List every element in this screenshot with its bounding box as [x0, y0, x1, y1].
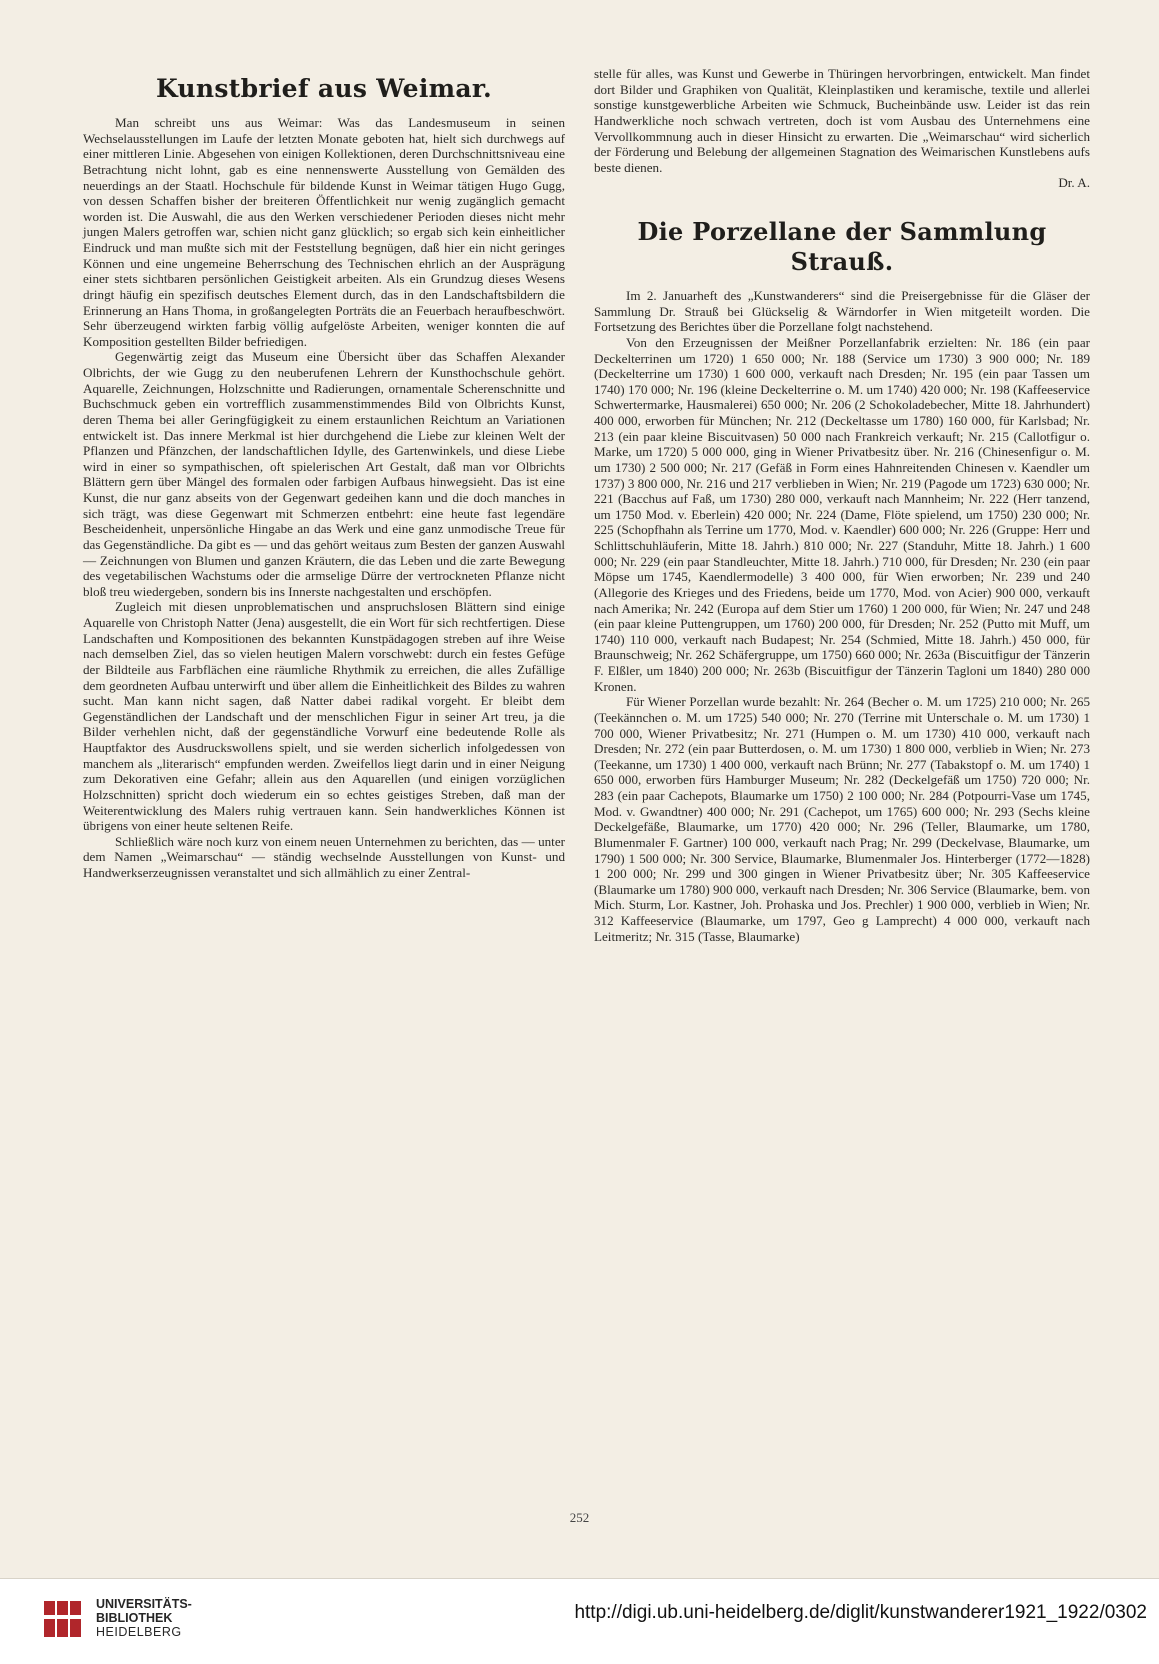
footer-bar	[0, 1578, 1159, 1664]
page-number: 252	[569, 1510, 590, 1525]
paragraph-continuation: stelle für alles, was Kunst und Gewerbe in Thüringen hervorbringen, entwickelt. Man findet dort Bilder und Graphiken von Qualität, Kleinplastiken und keramische, textile und allerlei sonstige kunstgewerbliche Arbeiten wie Schmuck, Bucheinbände usw. Leider ist das rein Handwerkliche noch schwach vertreten, doch ist vom Ausbau des Unternehmens eine Vervollkommnung auch in dieser Hinsicht zu erwarten. Die „Weimarschau“ wird sicherlich der Förderung und Belebung der allgemeinen Stagnation des Weimarischen Kunstlebens aufs beste dienen.	[594, 66, 1090, 175]
library-name	[96, 1597, 192, 1639]
author-signature: Dr. A.	[1058, 175, 1090, 191]
article-title-weimar: Kunstbrief aus Weimar.	[155, 74, 493, 103]
library-line: UNIVERSITÄTS-	[96, 1597, 192, 1611]
article-title-porzellane: Die Porzellane der Sammlung Strauß.	[637, 217, 1047, 276]
paragraph: Man schreibt uns aus Weimar: Was das Landesmuseum in seinen Wechselausstellungen im Laufe der letzten Monate geboten hat, hielt sich durchwegs auf einer mittleren Linie. Abgesehen von einigen Kollektionen, deren Durchschnittsniveau eine Betrachtung nicht lohnt, gab es eine nennenswerte Ausstellung von Gemälden des neuerdings an der Staatl. Hochschule für bildende Kunst in Weimar tätigen Hugo Gugg, von dessen Schaffen bisher der breiteren Öffentlichkeit nur wenig zugänglich gemacht worden ist. Die Auswahl, die aus den Werken verschiedener Perioden dieses nicht mehr jungen Malers getroffen war, schien nicht ganz glücklich; so ergab sich kein einheitlicher Eindruck und man mußte sich mit der Feststellung begnügen, daß hier ein nicht geringes Können und eine ungemeine Beherrschung des Technischen ehrlich an der Ausprägung einer stets sichtbaren persönlichen Geistigkeit arbeiten. Als ein Grundzug dieses Wesens dringt häufig ein spezifisch deutsches Element durch, das in den Landschaftsbildern die Erinnerung an Hans Thoma, in großangelegten Porträts die an Feuerbach heraufbeschwört. Sehr überzeugend wirkten farbig völlig aufgelöste Arbeiten, weniger konnten die auf Komposition gestellten Bilder befriedigen.	[83, 115, 565, 349]
paragraph: Von den Erzeugnissen der Meißner Porzellanfabrik erzielten: Nr. 186 (ein paar Deckelterrinen um 1720) 1 650 000; Nr. 188 (Service um 1730) 3 900 000; Nr. 189 (Deckelterrine um 1730) 1 600 000, verkauft nach Dresden; Nr. 195 (ein paar Tassen um 1740) 170 000; Nr. 196 (kleine Deckelterrine o. M. um 1740) 420 000; Nr. 198 (Kaffeeservice Schwertermarke, Hausmalerei) 650 000; Nr. 206 (2 Schokoladebecher, Mitte 18. Jahrhundert) 400 000, erworben für München; Nr. 212 (Deckeltasse um 1780) 160 000, für Karlsbad; Nr. 213 (ein paar kleine Biscuitvasen) 50 000 nach Frankreich verkauft; Nr. 215 (Callotfigur o. Marke, um 1720) 5 000 000, ging in Wiener Privatbesitz über. Nr. 216 (Chinesenfigur o. M. um 1730) 2 500 000; Nr. 217 (Gefäß in Form eines Hahnreitenden Chinesen v. Kaendler um 1737) 3 800 000, Nr. 216 und 217 verblieben in Wien; Nr. 219 (Pagode um 1723) 630 000; Nr. 221 (Bacchus auf Faß, um 1730) 280 000, verkauft nach Mannheim; Nr. 222 (Herr tanzend, um 1750 Mod. v. Eberlein) 420 000; Nr. 224 (Dame, Flöte spielend, um 1750) 230 000; Nr. 225 (Schopfhahn als Terrine um 1770, Mod. v. Kaendler) 600 000; Nr. 226 (Gruppe: Herr und Schlittschuhläuferin, Mitte 18. Jahrh.) 810 000; Nr. 227 (Standuhr, Mitte 18. Jahrh.) 1 600 000; Nr. 229 (ein paar Standleuchter, Mitte 18. Jahrh.) 710 000, für Dresden; Nr. 230 (ein paar Möpse um 1745, Kaendlermodelle) 3 400 000, für Wien erworben; Nr. 239 und 240 (Allegorie des Krieges und des Friedens, beide um 1770, Mod. von Acier) 900 000, verkauft nach Amerika; Nr. 242 (Europa auf dem Stier um 1760) 1 200 000, für Wien; Nr. 247 und 248 (ein paar kleine Puttengruppen, um 1760) 200 000, für Dresden; Nr. 252 (Putto mit Muff, um 1740) 110 000, verkauft nach Budapest; Nr. 254 (Schmied, Mitte 18. Jahrh.) 450 000, für Braunschweig; Nr. 262 Schäfergruppe, um 1750) 660 000; Nr. 263a (Biscuitfigur der Tänzerin F. Elßler, um 1840) 200 000; Nr. 263b (Biscuitfigur der Tänzerin Tagloni um 1840) 280 000 Kronen.	[594, 334, 1091, 694]
paragraph: Gegenwärtig zeigt das Museum eine Übersicht über das Schaffen Alexander Olbrichts, der wie Gugg zu den neuberufenen Lehrern der Kunsthochschule gehört. Aquarelle, Zeichnungen, Holzschnitte und Radierungen, ornamentale Scherenschnitte und Buchschmuck geben ein vortrefflich zusammenstimmendes Bild von Olbrichts Kunst, deren Thema bei aller Geringfügigkeit zu einem erstaunlichen Reichtum an Variationen entwickelt ist. Das innere Merkmal ist hier durchgehend die Liebe zur kleinen Welt der Pflanzen und Pfänzchen, der landschaftlichen Idylle, des Gartenwinkels, und diese Liebe wird in einer so sympathischen, oft spielerischen Art Gestalt, daß man vor Olbrichts Blättern gern über Mängel des formalen oder farbigen Aufbaus hinwegsieht. Das ist eine Kunst, die nur ganz abseits von der Gegenwart gedeihen kann und die doch manches in sich trägt, was diese Gegenwart mit Schmerzen entbehrt: eine heute fast legendäre Bescheidenheit, unpersönliche Hingabe an das Werk und eine ganz unmodische Treue für das Gegenständliche. Da gibt es — und das gehört weitaus zum Besten der ganzen Auswahl — Zeichnungen von Blumen und ganzen Kräutern, die das Leben und die zarte Bewegung des vegetabilischen Wachstums oder die armselige Dürre der vertrockneten Pflanze nicht bloß treu wiedergeben, sondern bis ins Innerste nachgestalten und erschöpfen.	[83, 349, 565, 599]
source-url-link[interactable]: http://digi.ub.uni-heidelberg.de/diglit/kunstwanderer1921_1922/0302	[574, 1602, 1147, 1623]
paragraph: Zugleich mit diesen unproblematischen und anspruchslosen Blättern sind einige Aquarelle von Christoph Natter (Jena) ausgestellt, die ein Wort für sich rechtfertigen. Diese Landschaften und Kompositionen des bekannten Kunstpädagogen streben auf ihre Weise nach demselben Ziel, das so vielen heutigen Malern vorschwebt: durch ein festes Gefüge der Bildteile aus Farbflächen eine räumliche Rhythmik zu erreichen, die alles Zufällige dem geordneten Aufbau unterwirft und über allem die Einheitlichkeit des Bildes zu wahren sucht. Man kann nicht sagen, daß Natter dabei radikal vorgeht. Er bleibt dem Gegenständlichen der Landschaft und der menschlichen Figur in seiner Art treu, ja die Bilder verhehlen nicht, daß der gegenständliche Vorwurf eine bedeutende Rolle als Hauptfaktor des Ausdruckswollens spielt, und sie werden sicherlich infolgedessen von manchem als „literarisch“ empfunden werden. Zweifellos liegt darin und in einer Neigung zum Dekorativen eine Gefahr; allein aus den Aquarellen (und einigen vorzüglichen Holzschnitten) spricht doch wiederum ein so echtes geistiges Streben, daß man der Weiterentwicklung des Malers ruhig vertrauen kann. Sein handwerkliches Können ist übrigens von einer heute seltenen Reife.	[83, 599, 565, 834]
library-line: HEIDELBERG	[96, 1625, 182, 1639]
left-column	[83, 66, 565, 881]
paragraph: Für Wiener Porzellan wurde bezahlt: Nr. 264 (Becher o. M. um 1725) 210 000; Nr. 265 (Teekännchen o. M. um 1725) 540 000; Nr. 270 (Terrine mit Unterschale o. M. um 1730) 1 700 000, Wiener Privatbesitz; Nr. 271 (Humpen o. M. um 1730) 410 000, verkauft nach Dresden; Nr. 272 (ein paar Butterdosen, o. M. um 1730) 1 800 000, verblieb in Wien; Nr. 273 (Teekanne, um 1730) 1 400 000, verkauft nach Brünn; Nr. 277 (Tabakstopf o. M. um 1740) 1 650 000, erworben fürs Hamburger Museum; Nr. 282 (Deckelgefäß um 1750) 720 000; Nr. 283 (ein paar Cachepots, Blaumarke um 1750) 2 100 000; Nr. 284 (Potpourri-Vase um 1745, Mod. v. Gwandtner) 400 000; Nr. 291 (Cachepot, um 1765) 600 000; Nr. 293 (Sechs kleine Deckelgefäße, Blaumarke, um 1770) 420 000; Nr. 296 (Teller, Blaumarke, um 1780, Blumenmaler F. Gartner) 100 000, verkauft nach Prag; Nr. 299 (Deckelvase, Blaumarke, um 1790) 1 500 000; Nr. 300 Service, Blaumarke, Blumenmaler Jos. Hinterberger (1772—1828) 1 200 000; Nr. 299 und 300 gingen in Wiener Privatbesitz über; Nr. 305 Kaffeeservice (Blaumarke um 1780) 900 000, verkauft nach Dresden; Nr. 306 Service (Blaumarke, bem. von Mich. Sturm, Lor. Kastner, Joh. Prohaska und Jos. Prechler) 1 900 000, verblieb in Wien; Nr. 312 Kaffeeservice (Blaumarke, um 1797, Geo g Lamprecht) 4 000 000, verkauft nach Leitmeritz; Nr. 315 (Tasse, Blaumarke)	[594, 694, 1090, 944]
paragraph: Im 2. Januarheft des „Kunstwanderers“ sind die Preisergebnisse für die Gläser der Sammlung Dr. Strauß bei Glückselig & Wärndorfer in Wien mitgeteilt worden. Die Fortsetzung des Berichtes über die Porzellane folgt nachstehend.	[594, 288, 1090, 335]
right-column	[594, 66, 1090, 944]
university-seal-icon	[38, 1595, 86, 1643]
library-line: BIBLIOTHEK	[96, 1611, 173, 1625]
paragraph: Schließlich wäre noch kurz von einem neuen Unternehmen zu berichten, das — unter dem Namen „Weimarschau“ — ständig wechselnde Ausstellungen von Kunst- und Handwerkserzeugnissen veranstaltet und sich allmählich zu einer Zentral-	[83, 833, 565, 880]
